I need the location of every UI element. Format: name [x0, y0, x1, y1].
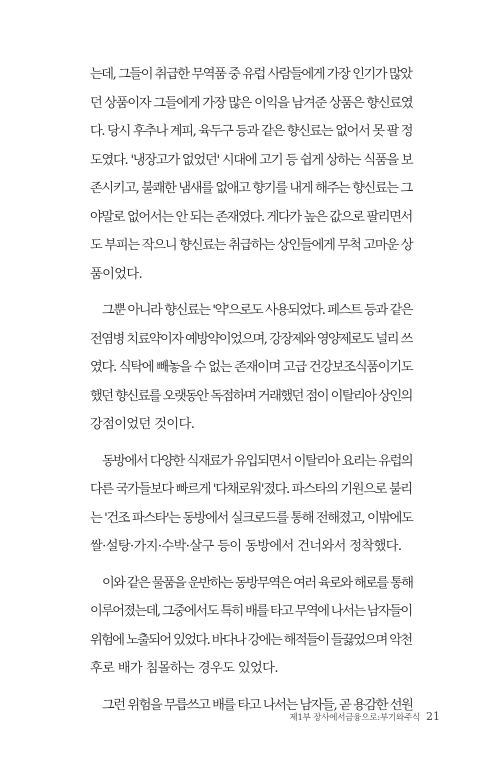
- text-line: 쌀·설탕·가지·수박·살구 등이 동방에서 건너와서 정착했다.: [90, 539, 402, 554]
- text-line: 는데, 그들이 취급한 무역품 중 유럽 사람들에게 가장 인기가 많았: [90, 67, 412, 82]
- text-line: 다. 당시 후추나 계피, 육두구 등과 같은 향신료는 없어서 못 팔 정: [90, 124, 413, 139]
- text-line: 도였다. '냉장고가 없었던' 시대에 고기 등 쉽게 상하는 식품을 보: [90, 152, 413, 168]
- text-line: 이루어졌는데, 그중에서도 특히 배를 타고 무역에 나서는 남자들이: [90, 604, 412, 619]
- text-line: 품이었다.: [90, 266, 143, 282]
- text-line: 위험에 노출되어 있었다. 바다나 강에는 해적들이 들끓었으며 악천: [90, 632, 412, 648]
- page-number: 21: [426, 710, 440, 723]
- page-footer: [250, 705, 440, 724]
- text-line: 했던 향신료를 오랫동안 독점하며 거래했던 점이 이탈리아 상인의: [90, 388, 412, 404]
- paragraph-1: [90, 61, 412, 289]
- text-line: 후로 배가 침몰하는 경우도 있었다.: [90, 661, 278, 676]
- paragraph-2: [90, 297, 412, 440]
- text-line: 전염병 치료약이자 예방약이었으며, 강장제와 영양제로도 널리 쓰: [90, 331, 412, 347]
- body-text: [90, 61, 412, 720]
- text-line: 던 상품이자 그들에게 가장 많은 이익을 남겨준 상품은 향신료였: [90, 95, 413, 111]
- text-line: 였다. 식탁에 빼놓을 수 없는 존재이며 고급 건강보조식품이기도: [90, 360, 413, 375]
- paragraph-3: [90, 448, 412, 562]
- text-line: 는 '건조 파스타'는 동방에서 실크로드를 통해 전해졌고, 이밖에도: [90, 510, 413, 526]
- text-line: 다른 국가들보다 빠르게 '다채로워'졌다. 파스타의 기원으로 불리: [90, 482, 412, 497]
- text-line: 강점이었던 것이다.: [90, 417, 195, 432]
- text-line: 도 부피는 작으니 향신료는 취급하는 상인들에게 무척 고마운 상: [90, 238, 413, 253]
- running-footer-title: 제1부 장사에서금융으로:부기와주식: [289, 713, 420, 723]
- text-line: 동방에서 다양한 식재료가 유입되면서 이탈리아 요리는 유럽의: [102, 453, 413, 469]
- text-line: 야말로 없어서는 안 되는 존재였다. 게다가 높은 값으로 팔리면서: [90, 209, 412, 225]
- text-line: 그뿐 아니라 향신료는 '약'으로도 사용되었다. 페스트 등과 같은: [102, 303, 413, 318]
- text-line: 이와 같은 물품을 운반하는 동방무역은 여러 육로와 해로를 통해: [102, 575, 413, 591]
- paragraph-4: [90, 570, 412, 684]
- text-line: 그런 위험을 무릅쓰고 배를 타고 나서는 남자들, 곧 용감한 선원: [102, 697, 413, 713]
- text-line: 존시키고, 불쾌한 냄새를 없애고 향기를 내게 해주는 향신료는 그: [90, 181, 412, 196]
